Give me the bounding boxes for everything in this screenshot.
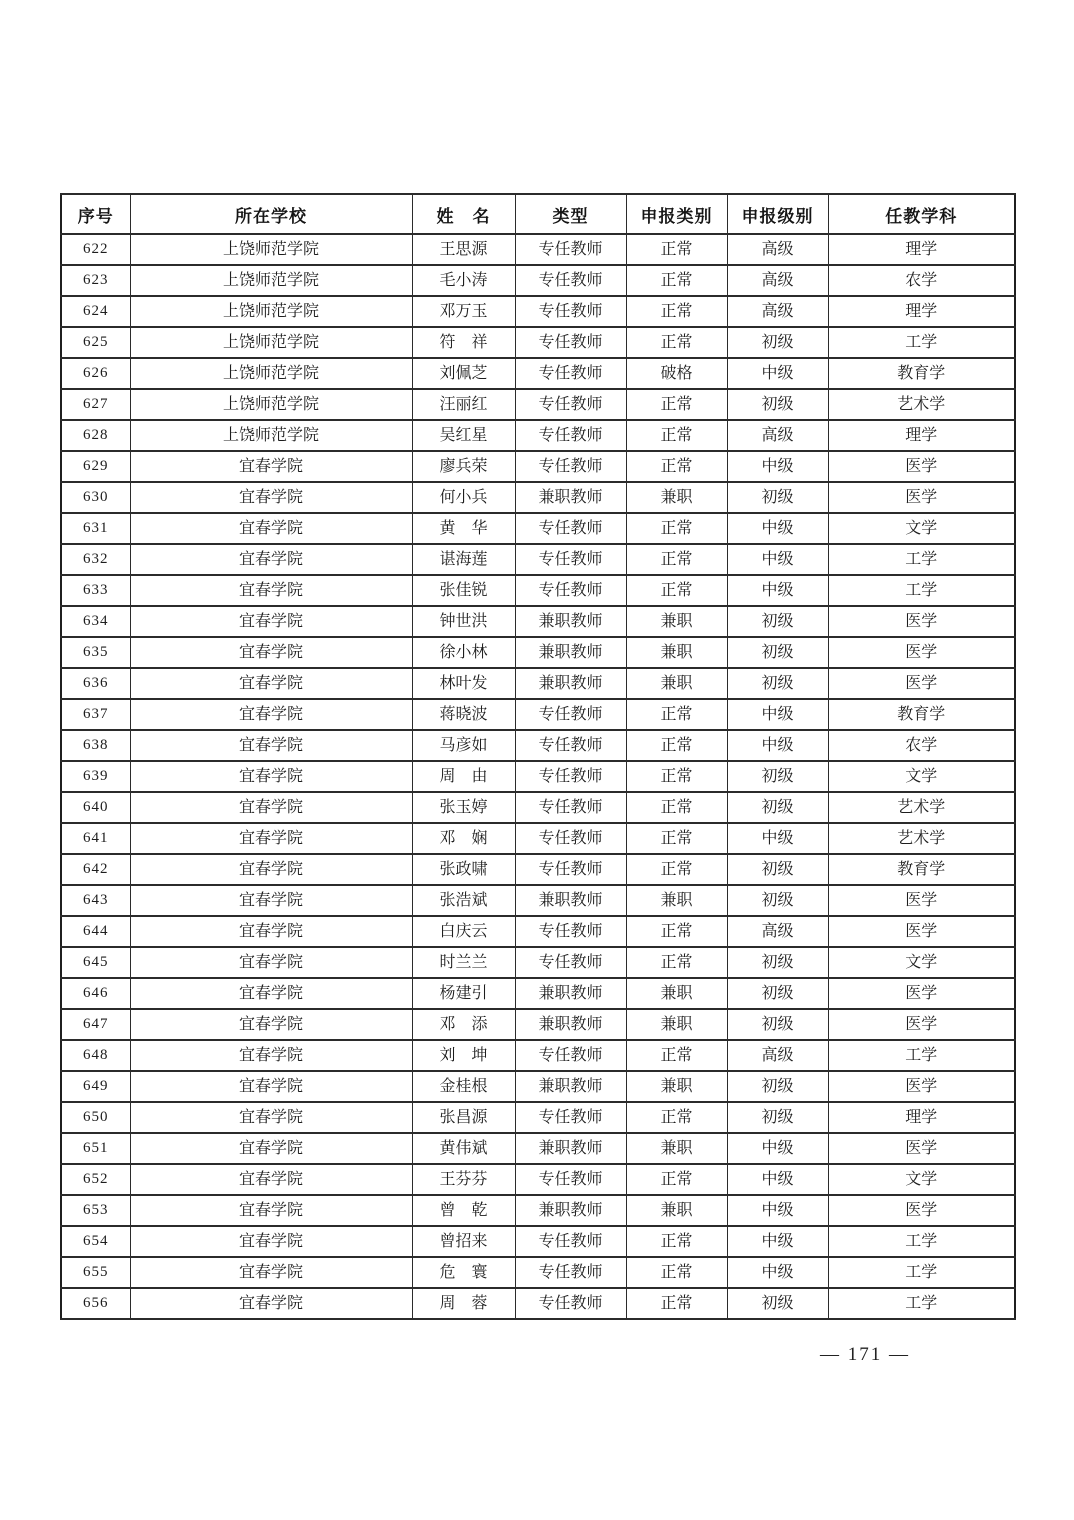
cell: 专任教师 [515, 792, 626, 823]
cell: 曾 乾 [412, 1195, 515, 1226]
table-row [61, 699, 1015, 730]
cell: 上饶师范学院 [130, 234, 412, 265]
column-header: 任教学科 [828, 194, 1015, 234]
cell: 631 [61, 513, 130, 544]
cell: 专任教师 [515, 265, 626, 296]
cell: 上饶师范学院 [130, 296, 412, 327]
cell: 张佳锐 [412, 575, 515, 606]
cell: 正常 [626, 1040, 727, 1071]
cell: 宜春学院 [130, 1257, 412, 1288]
cell: 兼职 [626, 978, 727, 1009]
cell: 兼职 [626, 1009, 727, 1040]
cell: 邓 娴 [412, 823, 515, 854]
cell: 工学 [828, 544, 1015, 575]
cell: 上饶师范学院 [130, 327, 412, 358]
cell: 白庆云 [412, 916, 515, 947]
cell: 宜春学院 [130, 513, 412, 544]
cell: 刘佩芝 [412, 358, 515, 389]
cell: 初级 [727, 792, 828, 823]
cell: 635 [61, 637, 130, 668]
table-row [61, 978, 1015, 1009]
cell: 中级 [727, 1164, 828, 1195]
cell: 医学 [828, 1195, 1015, 1226]
cell: 农学 [828, 265, 1015, 296]
cell: 宜春学院 [130, 1102, 412, 1133]
cell: 艺术学 [828, 823, 1015, 854]
table-row [61, 1040, 1015, 1071]
cell: 中级 [727, 1226, 828, 1257]
table-row [61, 823, 1015, 854]
column-header: 类型 [515, 194, 626, 234]
cell: 正常 [626, 854, 727, 885]
table-row [61, 1195, 1015, 1226]
cell: 兼职教师 [515, 637, 626, 668]
cell: 兼职教师 [515, 606, 626, 637]
cell: 工学 [828, 1040, 1015, 1071]
cell: 宜春学院 [130, 1164, 412, 1195]
table-row [61, 389, 1015, 420]
cell: 理学 [828, 1102, 1015, 1133]
cell: 宜春学院 [130, 761, 412, 792]
cell: 兼职 [626, 1133, 727, 1164]
cell: 正常 [626, 389, 727, 420]
table-row [61, 916, 1015, 947]
cell: 破格 [626, 358, 727, 389]
cell: 工学 [828, 575, 1015, 606]
cell: 宜春学院 [130, 544, 412, 575]
cell: 兼职教师 [515, 482, 626, 513]
cell: 医学 [828, 451, 1015, 482]
cell: 专任教师 [515, 451, 626, 482]
cell: 中级 [727, 544, 828, 575]
cell: 杨建引 [412, 978, 515, 1009]
cell: 正常 [626, 451, 727, 482]
cell: 谌海莲 [412, 544, 515, 575]
table-row [61, 513, 1015, 544]
cell: 兼职 [626, 637, 727, 668]
cell: 642 [61, 854, 130, 885]
cell: 时兰兰 [412, 947, 515, 978]
cell: 中级 [727, 730, 828, 761]
cell: 648 [61, 1040, 130, 1071]
cell: 正常 [626, 699, 727, 730]
cell: 正常 [626, 947, 727, 978]
table-row [61, 1071, 1015, 1102]
table-row [61, 327, 1015, 358]
cell: 625 [61, 327, 130, 358]
cell: 宜春学院 [130, 606, 412, 637]
cell: 637 [61, 699, 130, 730]
cell: 正常 [626, 1226, 727, 1257]
cell: 宜春学院 [130, 823, 412, 854]
cell: 正常 [626, 420, 727, 451]
cell: 宜春学院 [130, 575, 412, 606]
cell: 艺术学 [828, 792, 1015, 823]
cell: 文学 [828, 1164, 1015, 1195]
cell: 专任教师 [515, 1040, 626, 1071]
cell: 宜春学院 [130, 1226, 412, 1257]
cell: 高级 [727, 916, 828, 947]
cell: 专任教师 [515, 916, 626, 947]
cell: 640 [61, 792, 130, 823]
cell: 宜春学院 [130, 1195, 412, 1226]
cell: 黄伟斌 [412, 1133, 515, 1164]
cell: 工学 [828, 327, 1015, 358]
table-row [61, 544, 1015, 575]
cell: 639 [61, 761, 130, 792]
cell: 专任教师 [515, 575, 626, 606]
cell: 正常 [626, 1288, 727, 1319]
cell: 宜春学院 [130, 978, 412, 1009]
table-row [61, 947, 1015, 978]
cell: 教育学 [828, 358, 1015, 389]
cell: 专任教师 [515, 1102, 626, 1133]
cell: 宜春学院 [130, 792, 412, 823]
cell: 宜春学院 [130, 1040, 412, 1071]
cell: 专任教师 [515, 327, 626, 358]
cell: 宜春学院 [130, 947, 412, 978]
cell: 高级 [727, 265, 828, 296]
cell: 专任教师 [515, 513, 626, 544]
table-row [61, 482, 1015, 513]
cell: 中级 [727, 358, 828, 389]
cell: 高级 [727, 234, 828, 265]
cell: 651 [61, 1133, 130, 1164]
cell: 宜春学院 [130, 637, 412, 668]
cell: 艺术学 [828, 389, 1015, 420]
cell: 何小兵 [412, 482, 515, 513]
cell: 周 蓉 [412, 1288, 515, 1319]
cell: 汪丽红 [412, 389, 515, 420]
cell: 医学 [828, 885, 1015, 916]
cell: 623 [61, 265, 130, 296]
cell: 专任教师 [515, 1288, 626, 1319]
cell: 高级 [727, 296, 828, 327]
cell: 初级 [727, 668, 828, 699]
cell: 627 [61, 389, 130, 420]
cell: 647 [61, 1009, 130, 1040]
cell: 医学 [828, 637, 1015, 668]
cell: 正常 [626, 265, 727, 296]
cell: 上饶师范学院 [130, 358, 412, 389]
cell: 652 [61, 1164, 130, 1195]
table-row [61, 730, 1015, 761]
cell: 初级 [727, 978, 828, 1009]
cell: 专任教师 [515, 854, 626, 885]
cell: 专任教师 [515, 358, 626, 389]
cell: 正常 [626, 730, 727, 761]
cell: 文学 [828, 947, 1015, 978]
cell: 马彦如 [412, 730, 515, 761]
cell: 刘 坤 [412, 1040, 515, 1071]
cell: 兼职 [626, 482, 727, 513]
table-row [61, 451, 1015, 482]
cell: 宜春学院 [130, 1009, 412, 1040]
cell: 上饶师范学院 [130, 265, 412, 296]
cell: 650 [61, 1102, 130, 1133]
table-row [61, 854, 1015, 885]
cell: 专任教师 [515, 699, 626, 730]
column-header: 申报级别 [727, 194, 828, 234]
cell: 理学 [828, 296, 1015, 327]
cell: 653 [61, 1195, 130, 1226]
table-row [61, 668, 1015, 699]
cell: 兼职教师 [515, 1071, 626, 1102]
cell: 教育学 [828, 854, 1015, 885]
cell: 632 [61, 544, 130, 575]
cell: 初级 [727, 854, 828, 885]
cell: 医学 [828, 482, 1015, 513]
cell: 上饶师范学院 [130, 389, 412, 420]
cell: 张浩斌 [412, 885, 515, 916]
cell: 专任教师 [515, 761, 626, 792]
cell: 张玉婷 [412, 792, 515, 823]
cell: 医学 [828, 1071, 1015, 1102]
cell: 专任教师 [515, 947, 626, 978]
cell: 正常 [626, 296, 727, 327]
cell: 宜春学院 [130, 451, 412, 482]
cell: 643 [61, 885, 130, 916]
cell: 正常 [626, 544, 727, 575]
cell: 高级 [727, 420, 828, 451]
table-body [61, 234, 1015, 1319]
cell: 宜春学院 [130, 668, 412, 699]
cell: 宜春学院 [130, 1133, 412, 1164]
cell: 兼职 [626, 1195, 727, 1226]
cell: 医学 [828, 606, 1015, 637]
cell: 徐小林 [412, 637, 515, 668]
cell: 初级 [727, 1288, 828, 1319]
cell: 毛小涛 [412, 265, 515, 296]
cell: 专任教师 [515, 1164, 626, 1195]
table-row [61, 234, 1015, 265]
table-row [61, 265, 1015, 296]
cell: 626 [61, 358, 130, 389]
cell: 兼职 [626, 606, 727, 637]
cell: 638 [61, 730, 130, 761]
cell: 正常 [626, 916, 727, 947]
cell: 兼职 [626, 1071, 727, 1102]
cell: 张昌源 [412, 1102, 515, 1133]
column-header: 申报类别 [626, 194, 727, 234]
table-row [61, 1164, 1015, 1195]
cell: 正常 [626, 234, 727, 265]
cell: 医学 [828, 916, 1015, 947]
table-row [61, 1226, 1015, 1257]
table-row [61, 296, 1015, 327]
cell: 专任教师 [515, 389, 626, 420]
cell: 邓 添 [412, 1009, 515, 1040]
cell: 专任教师 [515, 296, 626, 327]
cell: 兼职教师 [515, 978, 626, 1009]
cell: 649 [61, 1071, 130, 1102]
cell: 农学 [828, 730, 1015, 761]
cell: 初级 [727, 1009, 828, 1040]
table-row [61, 761, 1015, 792]
cell: 符 祥 [412, 327, 515, 358]
cell: 理学 [828, 234, 1015, 265]
table-row [61, 1133, 1015, 1164]
cell: 629 [61, 451, 130, 482]
cell: 专任教师 [515, 234, 626, 265]
cell: 医学 [828, 1009, 1015, 1040]
cell: 645 [61, 947, 130, 978]
cell: 专任教师 [515, 420, 626, 451]
cell: 吴红星 [412, 420, 515, 451]
cell: 宜春学院 [130, 482, 412, 513]
cell: 正常 [626, 575, 727, 606]
cell: 中级 [727, 699, 828, 730]
cell: 宜春学院 [130, 699, 412, 730]
cell: 622 [61, 234, 130, 265]
cell: 中级 [727, 823, 828, 854]
cell: 医学 [828, 978, 1015, 1009]
cell: 655 [61, 1257, 130, 1288]
page-number: — 171 — [820, 1344, 910, 1365]
cell: 兼职教师 [515, 885, 626, 916]
cell: 兼职教师 [515, 1009, 626, 1040]
column-header: 姓 名 [412, 194, 515, 234]
cell: 专任教师 [515, 1226, 626, 1257]
cell: 周 由 [412, 761, 515, 792]
cell: 文学 [828, 513, 1015, 544]
cell: 王芬芬 [412, 1164, 515, 1195]
table-row [61, 1102, 1015, 1133]
cell: 邓万玉 [412, 296, 515, 327]
cell: 正常 [626, 1164, 727, 1195]
cell: 曾招来 [412, 1226, 515, 1257]
cell: 正常 [626, 823, 727, 854]
table-row [61, 637, 1015, 668]
cell: 专任教师 [515, 1257, 626, 1288]
table-row [61, 420, 1015, 451]
table-row [61, 1288, 1015, 1319]
cell: 钟世洪 [412, 606, 515, 637]
cell: 628 [61, 420, 130, 451]
teacher-roster-table [60, 193, 1016, 1320]
cell: 中级 [727, 451, 828, 482]
cell: 宜春学院 [130, 1071, 412, 1102]
cell: 教育学 [828, 699, 1015, 730]
cell: 中级 [727, 513, 828, 544]
cell: 工学 [828, 1257, 1015, 1288]
cell: 初级 [727, 482, 828, 513]
cell: 正常 [626, 792, 727, 823]
cell: 656 [61, 1288, 130, 1319]
cell: 兼职教师 [515, 1133, 626, 1164]
cell: 636 [61, 668, 130, 699]
cell: 林叶发 [412, 668, 515, 699]
cell: 专任教师 [515, 730, 626, 761]
cell: 金桂根 [412, 1071, 515, 1102]
cell: 兼职教师 [515, 668, 626, 699]
table-header-row [61, 194, 1015, 234]
cell: 初级 [727, 947, 828, 978]
cell: 633 [61, 575, 130, 606]
cell: 正常 [626, 327, 727, 358]
cell: 廖兵荣 [412, 451, 515, 482]
cell: 专任教师 [515, 823, 626, 854]
cell: 中级 [727, 1195, 828, 1226]
cell: 中级 [727, 1133, 828, 1164]
cell: 初级 [727, 1102, 828, 1133]
cell: 正常 [626, 1102, 727, 1133]
cell: 工学 [828, 1288, 1015, 1319]
cell: 蒋晓波 [412, 699, 515, 730]
cell: 宜春学院 [130, 854, 412, 885]
cell: 正常 [626, 1257, 727, 1288]
cell: 医学 [828, 1133, 1015, 1164]
cell: 中级 [727, 1257, 828, 1288]
cell: 正常 [626, 761, 727, 792]
table-row [61, 1009, 1015, 1040]
cell: 危 寰 [412, 1257, 515, 1288]
cell: 正常 [626, 513, 727, 544]
column-header: 所在学校 [130, 194, 412, 234]
cell: 634 [61, 606, 130, 637]
cell: 高级 [727, 1040, 828, 1071]
cell: 宜春学院 [130, 885, 412, 916]
cell: 兼职 [626, 668, 727, 699]
cell: 宜春学院 [130, 1288, 412, 1319]
table-row [61, 792, 1015, 823]
cell: 初级 [727, 327, 828, 358]
cell: 专任教师 [515, 544, 626, 575]
column-header: 序号 [61, 194, 130, 234]
cell: 644 [61, 916, 130, 947]
cell: 兼职教师 [515, 1195, 626, 1226]
cell: 630 [61, 482, 130, 513]
cell: 初级 [727, 389, 828, 420]
cell: 中级 [727, 575, 828, 606]
cell: 医学 [828, 668, 1015, 699]
cell: 上饶师范学院 [130, 420, 412, 451]
table-row [61, 358, 1015, 389]
table-row [61, 575, 1015, 606]
cell: 初级 [727, 606, 828, 637]
cell: 初级 [727, 1071, 828, 1102]
cell: 初级 [727, 761, 828, 792]
cell: 王思源 [412, 234, 515, 265]
cell: 宜春学院 [130, 730, 412, 761]
cell: 工学 [828, 1226, 1015, 1257]
table-row [61, 606, 1015, 637]
cell: 理学 [828, 420, 1015, 451]
cell: 文学 [828, 761, 1015, 792]
cell: 兼职 [626, 885, 727, 916]
table-row [61, 1257, 1015, 1288]
cell: 宜春学院 [130, 916, 412, 947]
cell: 黄 华 [412, 513, 515, 544]
table-row [61, 885, 1015, 916]
cell: 646 [61, 978, 130, 1009]
cell: 初级 [727, 885, 828, 916]
cell: 654 [61, 1226, 130, 1257]
cell: 641 [61, 823, 130, 854]
cell: 624 [61, 296, 130, 327]
cell: 初级 [727, 637, 828, 668]
cell: 张政啸 [412, 854, 515, 885]
